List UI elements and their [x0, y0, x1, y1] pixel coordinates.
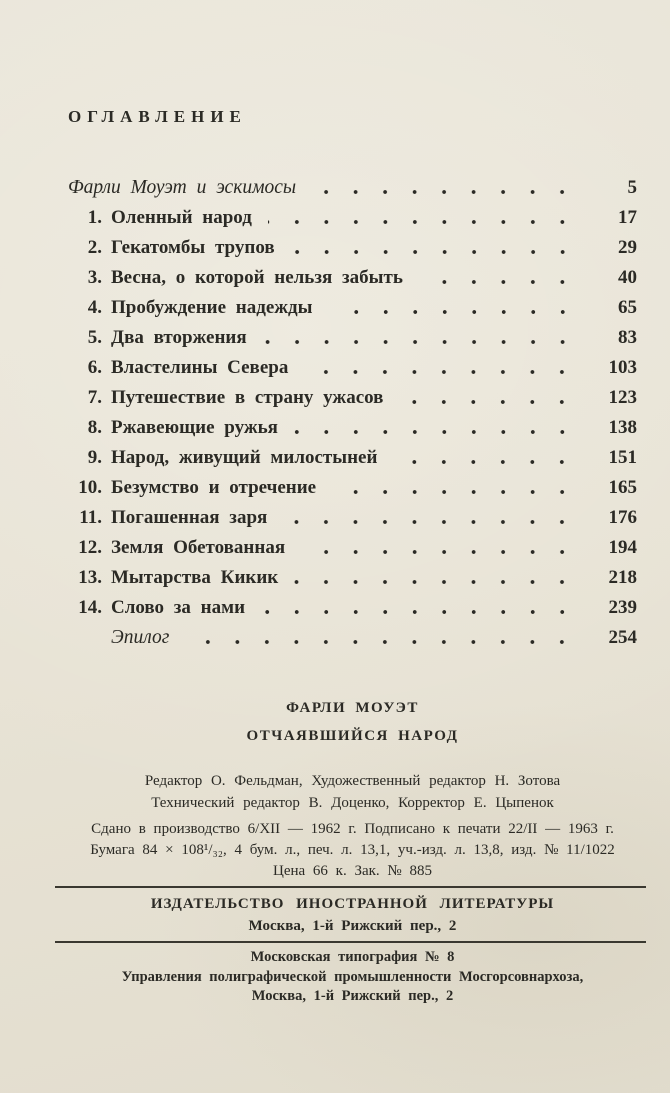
editors-line-2: Технический редактор В. Доценко, Корректор Е. Цыпенок: [151, 795, 554, 811]
toc-entry-page: 176: [608, 507, 637, 528]
toc-row: [68, 297, 637, 327]
toc-entry-page: 151: [608, 447, 637, 468]
toc-row: [68, 537, 637, 567]
toc-row: [68, 447, 637, 477]
toc-entry-title: Пробуждение надежды: [111, 297, 313, 318]
toc-entry-page: 29: [618, 237, 637, 258]
toc-entry-title: Земля Обетованная: [111, 537, 286, 558]
toc-entry-title: Эпилог: [111, 627, 170, 648]
toc-leader-dots: [294, 429, 579, 435]
toc-entry-title: Фарли Моуэт и эскимосы: [68, 177, 297, 198]
printer-org: Управления полиграфической промышленности Мосгорсовнархоза,: [121, 968, 584, 985]
publisher-block: [68, 888, 637, 937]
toc-entry-page: 165: [608, 477, 637, 498]
colophon-head: [68, 694, 637, 750]
toc-row: [68, 567, 637, 597]
toc-row: [68, 357, 637, 387]
toc-entry-number: 10.: [78, 477, 102, 498]
toc-entry-number: 12.: [78, 537, 102, 558]
colophon-author: ФАРЛИ МОУЭТ: [286, 700, 419, 716]
toc-entry-page: 5: [627, 177, 637, 198]
toc-leader-dots: [329, 309, 580, 315]
toc-leader-dots: [294, 579, 579, 585]
production-line-1: Сдано в производство 6/XII — 1962 г. Подписано к печати 22/II — 1963 г.: [91, 821, 614, 837]
toc-entry-title: Путешествие в страну ужасов: [111, 387, 384, 408]
toc-row: [68, 627, 637, 657]
publisher-name: ИЗДАТЕЛЬСТВО ИНОСТРАННОЙ ЛИТЕРАТУРЫ: [150, 896, 555, 912]
toc-entry-number: 2.: [87, 237, 102, 258]
toc-leader-dots: [332, 489, 579, 495]
toc-list: [68, 177, 637, 657]
toc-row: [68, 267, 637, 297]
toc-entry-number: 6.: [87, 357, 102, 378]
printer-block: [68, 943, 637, 1007]
toc-leader-dots: [291, 249, 579, 255]
toc-row: [68, 327, 637, 357]
toc-row: [68, 597, 637, 627]
toc-entry-number: 3.: [87, 267, 102, 288]
toc-leader-dots: [268, 219, 579, 225]
production-line-3: Цена 66 к. Зак. № 885: [273, 863, 432, 879]
toc-entry-title: Мытарства Кикик: [111, 567, 279, 588]
toc-leader-dots: [261, 609, 579, 615]
toc-leader-dots: [312, 189, 579, 195]
printer-address: Москва, 1-й Рижский пер., 2: [251, 988, 454, 1004]
toc-row: [68, 477, 637, 507]
toc-entry-page: 83: [618, 327, 637, 348]
toc-leader-dots: [301, 549, 579, 555]
toc-entry-page: 65: [618, 297, 637, 318]
toc-entry-page: 138: [608, 417, 637, 438]
toc-entry-page: 103: [608, 357, 637, 378]
toc-entry-page: 123: [608, 387, 637, 408]
production-line-2: Бумага 84 × 108¹/₃₂, 4 бум. л., печ. л. 13,1, уч.-изд. л. 13,8, изд. № 11/1022: [90, 842, 615, 858]
toc-row: [68, 507, 637, 537]
toc-leader-dots: [283, 519, 579, 525]
toc-row: [68, 417, 637, 447]
toc-row: [68, 177, 637, 207]
toc-leader-dots: [304, 369, 579, 375]
production-block: [68, 819, 637, 882]
editors-block: [68, 770, 637, 814]
toc-heading: ОГЛАВЛЕНИЕ: [68, 107, 247, 126]
toc-leader-dots: [419, 279, 579, 285]
toc-leader-dots: [399, 399, 579, 405]
toc-entry-title: Властелины Севера: [111, 357, 289, 378]
toc-entry-number: 9.: [87, 447, 102, 468]
toc-entry-page: 194: [608, 537, 637, 558]
toc-entry-title: Погашенная заря: [111, 507, 268, 528]
toc-entry-number: 1.: [87, 207, 102, 228]
toc-entry-title: Два вторжения: [111, 327, 247, 348]
toc-entry-number: 5.: [87, 327, 102, 348]
toc-entry-number: 8.: [87, 417, 102, 438]
toc-row: [68, 387, 637, 417]
publisher-address: Москва, 1-й Рижский пер., 2: [248, 918, 457, 934]
toc-entry-page: 239: [608, 597, 637, 618]
colophon: [68, 694, 637, 1007]
toc-row: [68, 207, 637, 237]
toc-entry-title: Оленный народ: [111, 207, 252, 228]
toc-entry-title: Гекатомбы трупов: [111, 237, 275, 258]
toc-row: [68, 237, 637, 267]
toc-entry-title: Ржавеющие ружья: [111, 417, 278, 438]
toc-entry-title: Весна, о которой нельзя забыть: [111, 267, 403, 288]
toc-entry-number: 11.: [79, 507, 102, 528]
toc-leader-dots: [393, 459, 579, 465]
toc-leader-dots: [263, 339, 579, 345]
printer-name: Московская типография № 8: [250, 949, 455, 965]
toc-entry-title: Народ, живущий милостыней: [111, 447, 378, 468]
toc-entry-number: 7.: [87, 387, 102, 408]
toc-entry-number: 13.: [78, 567, 102, 588]
toc-entry-page: 254: [608, 627, 637, 648]
toc-entry-page: 17: [618, 207, 637, 228]
toc-leader-dots: [185, 639, 579, 645]
toc-entry-page: 40: [618, 267, 637, 288]
toc-entry-title: Слово за нами: [111, 597, 246, 618]
toc-entry-page: 218: [608, 567, 637, 588]
toc-entry-number: 4.: [87, 297, 102, 318]
toc-entry-title: Безумство и отречение: [111, 477, 317, 498]
colophon-book-title: ОТЧАЯВШИЙСЯ НАРОД: [246, 728, 459, 744]
editors-line-1: Редактор О. Фельдман, Художественный редактор Н. Зотова: [144, 773, 561, 789]
toc-entry-number: 14.: [78, 597, 102, 618]
